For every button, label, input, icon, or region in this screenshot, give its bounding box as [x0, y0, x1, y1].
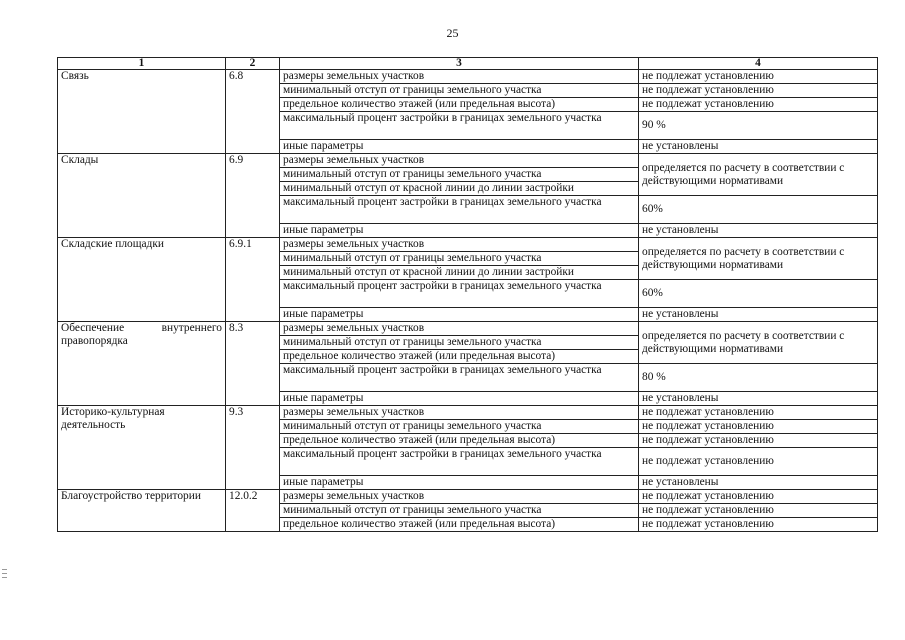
merged-value-cell: определяется по расчету в соответствии с действующими нормативами	[639, 322, 878, 364]
use-code: 9.3	[226, 406, 280, 490]
value-cell: не установлены	[639, 476, 878, 490]
table-row	[58, 406, 878, 420]
param-cell: минимальный отступ от границы земельного участка	[280, 84, 639, 98]
param-cell: иные параметры	[280, 308, 639, 322]
use-name: Связь	[58, 70, 226, 154]
use-code: 8.3	[226, 322, 280, 406]
param-cell: предельное количество этажей (или предельная высота)	[280, 350, 639, 364]
value-cell: не подлежат установлению	[639, 448, 878, 476]
page-number: 25	[446, 26, 459, 40]
table-row	[58, 154, 878, 168]
param-cell: размеры земельных участков	[280, 238, 639, 252]
use-code: 6.9.1	[226, 238, 280, 322]
value-cell: не установлены	[639, 140, 878, 154]
use-name: Склады	[58, 154, 226, 238]
value-cell: не установлены	[639, 224, 878, 238]
value-cell: 60%	[639, 196, 878, 224]
use-name: Благоустройство территории	[58, 490, 226, 532]
param-cell: максимальный процент застройки в границах земельного участка	[280, 364, 639, 392]
use-name: Обеспечение внутреннего правопорядка	[58, 322, 226, 406]
value-cell: не подлежат установлению	[639, 518, 878, 532]
value-cell: не подлежат установлению	[639, 504, 878, 518]
table-row	[58, 238, 878, 252]
merged-value-cell: определяется по расчету в соответствии с действующими нормативами	[639, 238, 878, 280]
param-cell: максимальный процент застройки в границах земельного участка	[280, 280, 639, 308]
use-name: Историко-культурная деятельность	[58, 406, 226, 490]
param-cell: размеры земельных участков	[280, 154, 639, 168]
value-cell: не установлены	[639, 308, 878, 322]
use-code: 6.8	[226, 70, 280, 154]
use-code: 6.9	[226, 154, 280, 238]
param-cell: размеры земельных участков	[280, 70, 639, 84]
value-cell: не установлены	[639, 392, 878, 406]
value-cell: не подлежат установлению	[639, 70, 878, 84]
param-cell: иные параметры	[280, 224, 639, 238]
header-col-3: 3	[280, 58, 639, 70]
value-cell: 60%	[639, 280, 878, 308]
value-cell: не подлежат установлению	[639, 490, 878, 504]
value-cell: не подлежат установлению	[639, 98, 878, 112]
param-cell: минимальный отступ от границы земельного участка	[280, 336, 639, 350]
value-cell: не подлежат установлению	[639, 84, 878, 98]
header-row	[58, 58, 878, 70]
param-cell: минимальный отступ от границы земельного участка	[280, 504, 639, 518]
param-cell: иные параметры	[280, 392, 639, 406]
use-code: 12.0.2	[226, 490, 280, 532]
param-cell: предельное количество этажей (или предельная высота)	[280, 98, 639, 112]
param-cell: минимальный отступ от границы земельного участка	[280, 420, 639, 434]
parameters-table	[57, 57, 878, 532]
param-cell: размеры земельных участков	[280, 322, 639, 336]
table-row	[58, 70, 878, 84]
merged-value-cell: определяется по расчету в соответствии с действующими нормативами	[639, 154, 878, 196]
param-cell: максимальный процент застройки в границах земельного участка	[280, 112, 639, 140]
table-row	[58, 490, 878, 504]
param-cell: размеры земельных участков	[280, 490, 639, 504]
value-cell: не подлежат установлению	[639, 434, 878, 448]
use-name: Складские площадки	[58, 238, 226, 322]
param-cell: максимальный процент застройки в границах земельного участка	[280, 448, 639, 476]
param-cell: минимальный отступ от красной линии до линии застройки	[280, 266, 639, 280]
header-col-2: 2	[226, 58, 280, 70]
margin-mark	[2, 569, 7, 578]
param-cell: предельное количество этажей (или предельная высота)	[280, 434, 639, 448]
table-row	[58, 322, 878, 336]
value-cell: 90 %	[639, 112, 878, 140]
param-cell: минимальный отступ от границы земельного участка	[280, 168, 639, 182]
header-col-4: 4	[639, 58, 878, 70]
param-cell: максимальный процент застройки в границах земельного участка	[280, 196, 639, 224]
param-cell: размеры земельных участков	[280, 406, 639, 420]
param-cell: предельное количество этажей (или предельная высота)	[280, 518, 639, 532]
param-cell: минимальный отступ от красной линии до линии застройки	[280, 182, 639, 196]
value-cell: не подлежат установлению	[639, 406, 878, 420]
param-cell: иные параметры	[280, 476, 639, 490]
header-col-1: 1	[58, 58, 226, 70]
value-cell: не подлежат установлению	[639, 420, 878, 434]
param-cell: иные параметры	[280, 140, 639, 154]
param-cell: минимальный отступ от границы земельного участка	[280, 252, 639, 266]
value-cell: 80 %	[639, 364, 878, 392]
